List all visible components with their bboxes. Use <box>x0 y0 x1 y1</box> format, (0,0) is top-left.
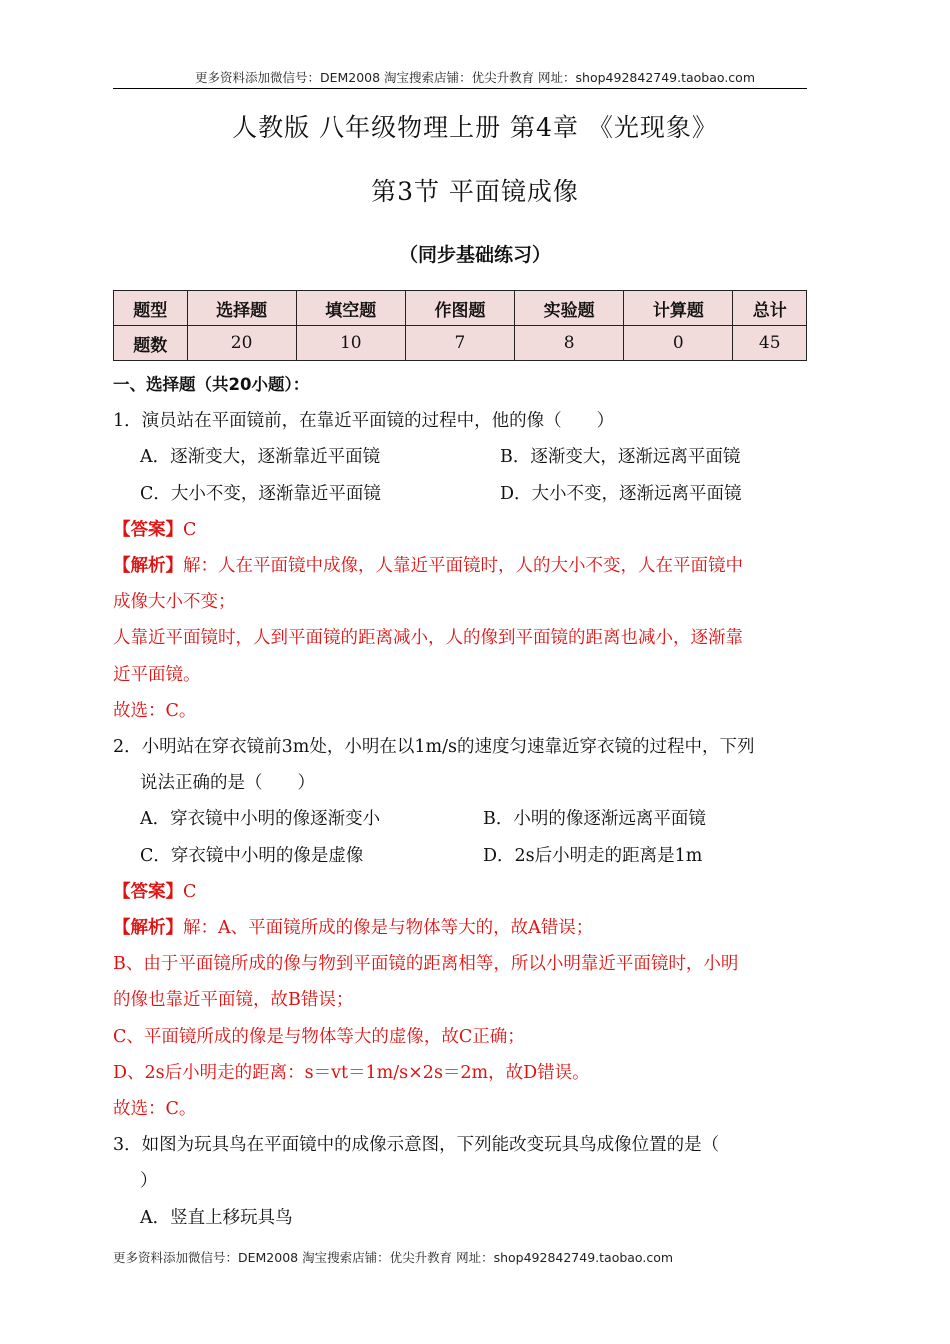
stats-count-cell: 0 <box>624 326 733 361</box>
stats-header-cell: 实验题 <box>515 291 624 326</box>
option-b: B．逐渐变大，逐渐远离平面镜 <box>500 447 741 468</box>
stats-count-cell: 45 <box>733 326 807 361</box>
question-2-analysis <box>113 910 807 946</box>
stats-header-cell: 总计 <box>733 291 807 326</box>
stats-header-row <box>114 291 807 326</box>
analysis-line: 解：A、平面镜所成的像是与物体等大的，故A错误； <box>183 918 594 939</box>
stats-row-label: 题数 <box>114 326 188 361</box>
analysis-tag: 【解析】 <box>113 918 183 939</box>
stats-header-cell: 填空题 <box>296 291 405 326</box>
analysis-tag: 【解析】 <box>113 556 183 577</box>
question-2-stem-continued: 说法正确的是（ ） <box>140 773 315 794</box>
question-2-options-row <box>113 801 807 837</box>
stats-count-cell: 10 <box>296 326 405 361</box>
stats-header-cell: 计算题 <box>624 291 733 326</box>
answer-tag: 【答案】 <box>113 519 183 540</box>
analysis-line: 成像大小不变； <box>113 592 236 613</box>
question-3-stem: 3．如图为玩具鸟在平面镜中的成像示意图，下列能改变玩具鸟成像位置的是（ <box>113 1135 720 1156</box>
analysis-line: D、2s后小明走的距离：s＝vt＝1m/s×2s＝2m，故D错误。 <box>113 1062 590 1083</box>
stats-header-cell: 作图题 <box>405 291 514 326</box>
answer-tag: 【答案】 <box>113 881 183 902</box>
analysis-line: 故选：C。 <box>113 1099 197 1120</box>
option-a: A．竖直上移玩具鸟 <box>140 1207 293 1228</box>
analysis-line: B、由于平面镜所成的像与物到平面镜的距离相等，所以小明靠近平面镜时，小明 <box>113 954 739 975</box>
stats-count-cell: 20 <box>187 326 296 361</box>
question-2-stem: 2．小明站在穿衣镜前3m处，小明在以1m/s的速度匀速靠近穿衣镜的过程中，下列 <box>113 737 755 758</box>
page-footer: 更多资料添加微信号：DEM2008 淘宝搜索店铺：优尖升教育 网址：shop492842749.taobao.com <box>113 1250 674 1265</box>
option-c: C．大小不变，逐渐靠近平面镜 <box>140 483 381 504</box>
question-2-options-row <box>113 838 807 874</box>
section-heading: 一、选择题（共20小题）： <box>113 375 310 394</box>
question-1-stem: 1．演员站在平面镜前，在靠近平面镜的过程中，他的像（ ） <box>113 411 615 432</box>
practice-label: （同步基础练习） <box>398 244 551 266</box>
option-c: C．穿衣镜中小明的像是虚像 <box>140 845 364 866</box>
stats-header-cell: 选择题 <box>187 291 296 326</box>
option-d: D．大小不变，逐渐远离平面镜 <box>500 483 742 504</box>
analysis-line: 近平面镜。 <box>113 664 201 685</box>
option-b: B．小明的像逐渐远离平面镜 <box>483 809 706 830</box>
question-1-analysis <box>113 548 807 584</box>
document-title: 人教版 八年级物理上册 第4章 《光现象》 <box>232 113 718 142</box>
header-divider <box>113 88 807 89</box>
stats-count-row <box>114 326 807 361</box>
analysis-line: C、平面镜所成的像是与物体等大的虚像，故C正确； <box>113 1026 525 1047</box>
question-1-options-row <box>113 439 807 475</box>
page-header: 更多资料添加微信号：DEM2008 淘宝搜索店铺：优尖升教育 网址：shop492842749.taobao.com <box>194 70 756 85</box>
analysis-line: 人靠近平面镜时，人到平面镜的距离减小，人的像到平面镜的距离也减小，逐渐靠 <box>113 628 743 649</box>
answer-value: C <box>183 519 197 540</box>
stats-header-cell: 题型 <box>114 291 188 326</box>
document-body <box>113 367 807 1236</box>
stats-count-cell: 7 <box>405 326 514 361</box>
analysis-line: 的像也靠近平面镜，故B错误； <box>113 990 354 1011</box>
option-d: D．2s后小明走的距离是1m <box>483 845 703 866</box>
analysis-line: 解：人在平面镜中成像，人靠近平面镜时，人的大小不变，人在平面镜中 <box>183 556 743 577</box>
stats-count-cell: 8 <box>515 326 624 361</box>
question-2-answer <box>113 874 807 910</box>
question-1-answer <box>113 512 807 548</box>
option-a: A．穿衣镜中小明的像逐渐变小 <box>140 809 381 830</box>
question-1-options-row <box>113 476 807 512</box>
section-title: 第3节 平面镜成像 <box>371 177 579 206</box>
question-stats-table <box>113 290 807 361</box>
option-a: A．逐渐变大，逐渐靠近平面镜 <box>140 447 381 468</box>
analysis-line: 故选：C。 <box>113 700 197 721</box>
question-3-stem-continued: ） <box>140 1171 158 1192</box>
answer-value: C <box>183 881 197 902</box>
